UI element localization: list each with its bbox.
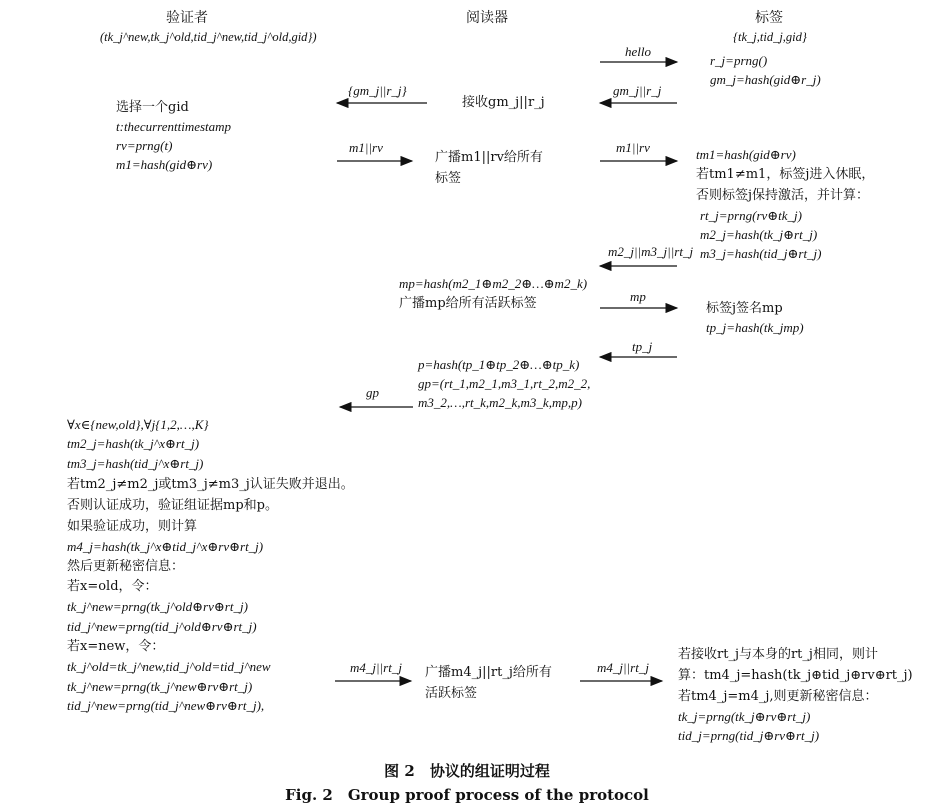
tag-step4-line5: tid_j=prng(tid_j⊕rv⊕rt_j) bbox=[678, 728, 820, 743]
reader-step4-line3: m3_2,…,rt_k,m2_k,m3_k,mp,p) bbox=[418, 395, 582, 410]
verifier-step2-line7: m4_j=hash(tk_j^x⊕tid_j^x⊕rv⊕rt_j) bbox=[67, 539, 264, 554]
verifier-step2-line6: 如果验证成功，则计算 bbox=[67, 519, 198, 534]
tag-step2-line5: m2_j=hash(tk_j⊕rt_j) bbox=[700, 227, 818, 242]
verifier-step2-line8: 然后更新秘密信息： bbox=[67, 559, 185, 574]
tag-step3-line2: tp_j=hash(tk_jmp) bbox=[706, 320, 804, 335]
verifier-step2-line15: tid_j^new=prng(tid_j^new⊕rv⊕rt_j), bbox=[67, 698, 265, 713]
verifier-step1-line3: rv=prng(t) bbox=[116, 138, 173, 153]
reader-step3-line2: 广播mp给所有活跃标签 bbox=[399, 296, 537, 311]
reader-step4-line2: gp=(rt_1,m2_1,m3_1,rt_2,m2_2, bbox=[418, 376, 591, 391]
reader-step2-line2: 标签 bbox=[435, 171, 462, 186]
verifier-step1-line1: 选择一个gid bbox=[116, 100, 189, 115]
tag-step4-line4: tk_j=prng(tk_j⊕rv⊕rt_j) bbox=[678, 709, 811, 724]
verifier-step2-line3: tm3_j=hash(tid_j^x⊕rt_j) bbox=[67, 456, 204, 471]
tag-step2-line2: 若tm1≠m1，标签j进入休眠， bbox=[696, 167, 875, 182]
verifier-step2-line9: 若x=old，令： bbox=[67, 579, 158, 594]
verifier-step1-line4: m1=hash(gid⊕rv) bbox=[116, 157, 213, 172]
verifier-step2-line2: tm2_j=hash(tk_j^x⊕rt_j) bbox=[67, 436, 200, 451]
verifier-step2-line12: 若x=new，令： bbox=[67, 639, 165, 654]
tag-step2-line4: rt_j=prng(rv⊕tk_j) bbox=[700, 208, 802, 223]
verifier-step2-line13: tk_j^old=tk_j^new,tid_j^old=tid_j^new bbox=[67, 659, 271, 674]
tag-step4-line1: 若接收rt_j与本身的rt_j相同，则计 bbox=[678, 647, 878, 662]
tag-step4-line3: 若tm4_j=m4_j,则更新秘密信息： bbox=[678, 689, 878, 704]
tag-step2-line6: m3_j=hash(tid_j⊕rt_j) bbox=[700, 246, 822, 261]
verifier-header: 验证者 bbox=[166, 10, 208, 26]
verifier-step2-line10: tk_j^new=prng(tk_j^old⊕rv⊕rt_j) bbox=[67, 599, 248, 614]
reader-step2-line1: 广播m1||rv给所有 bbox=[435, 150, 543, 165]
msg-m4rt-2: m4_j||rt_j bbox=[597, 660, 649, 675]
tag-step2-line3: 否则标签j保持激活，并计算： bbox=[696, 188, 870, 203]
tag-step1-line1: r_j=prng() bbox=[710, 53, 768, 68]
msg-m4rt-1: m4_j||rt_j bbox=[350, 660, 402, 675]
tag-step2-line1: tm1=hash(gid⊕rv) bbox=[696, 147, 796, 162]
verifier-step1-line2: t:thecurrenttimestamp bbox=[116, 119, 232, 134]
verifier-step2-line4: 若tm2_j≠m2_j或tm3_j≠m3_j认证失败并退出。 bbox=[67, 477, 354, 492]
msg-gm-rj-2: {gm_j||r_j} bbox=[348, 83, 407, 98]
reader-header: 阅读器 bbox=[466, 10, 508, 26]
reader-step1: 接收gm_j||r_j bbox=[462, 95, 545, 110]
msg-gp: gp bbox=[366, 385, 379, 400]
tag-step1-line2: gm_j=hash(gid⊕r_j) bbox=[710, 72, 821, 87]
verifier-step2-line11: tid_j^new=prng(tid_j^old⊕rv⊕rt_j) bbox=[67, 619, 257, 634]
caption-en: Fig. 2 Group proof process of the protocol bbox=[285, 786, 649, 804]
msg-tpj: tp_j bbox=[632, 339, 653, 354]
verifier-step2-line14: tk_j^new=prng(tk_j^new⊕rv⊕rt_j) bbox=[67, 679, 253, 694]
tag-step3-line1: 标签j签名mp bbox=[706, 301, 783, 316]
tag-header: 标签 bbox=[755, 10, 783, 26]
msg-hello: hello bbox=[625, 44, 651, 59]
msg-m1-rv-2: m1||rv bbox=[616, 140, 650, 155]
reader-step4-line1: p=hash(tp_1⊕tp_2⊕…⊕tp_k) bbox=[418, 357, 580, 372]
verifier-keys: (tk_j^new,tk_j^old,tid_j^new,tid_j^old,gid}) bbox=[100, 30, 317, 44]
tag-keys: {tk_j,tid_j,gid} bbox=[733, 30, 807, 44]
verifier-step2-line1: ∀x∈{new,old},∀j{1,2,…,K} bbox=[67, 417, 209, 432]
reader-step5-line1: 广播m4_j||rt_j给所有 bbox=[425, 665, 552, 680]
msg-gm-rj-1: gm_j||r_j bbox=[613, 83, 662, 98]
caption-zh: 图 2 协议的组证明过程 bbox=[384, 762, 550, 780]
verifier-step2-line5: 否则认证成功，验证组证据mp和p。 bbox=[67, 498, 278, 513]
reader-step5-line2: 活跃标签 bbox=[425, 686, 478, 701]
msg-m1-rv-1: m1||rv bbox=[349, 140, 383, 155]
msg-mp: mp bbox=[630, 289, 646, 304]
reader-step3-line1: mp=hash(m2_1⊕m2_2⊕…⊕m2_k) bbox=[399, 276, 588, 291]
tag-step4-line2: 算：tm4_j=hash(tk_j⊕tid_j⊕rv⊕rt_j) bbox=[678, 668, 913, 683]
msg-m2m3rt: m2_j||m3_j||rt_j bbox=[608, 244, 694, 259]
